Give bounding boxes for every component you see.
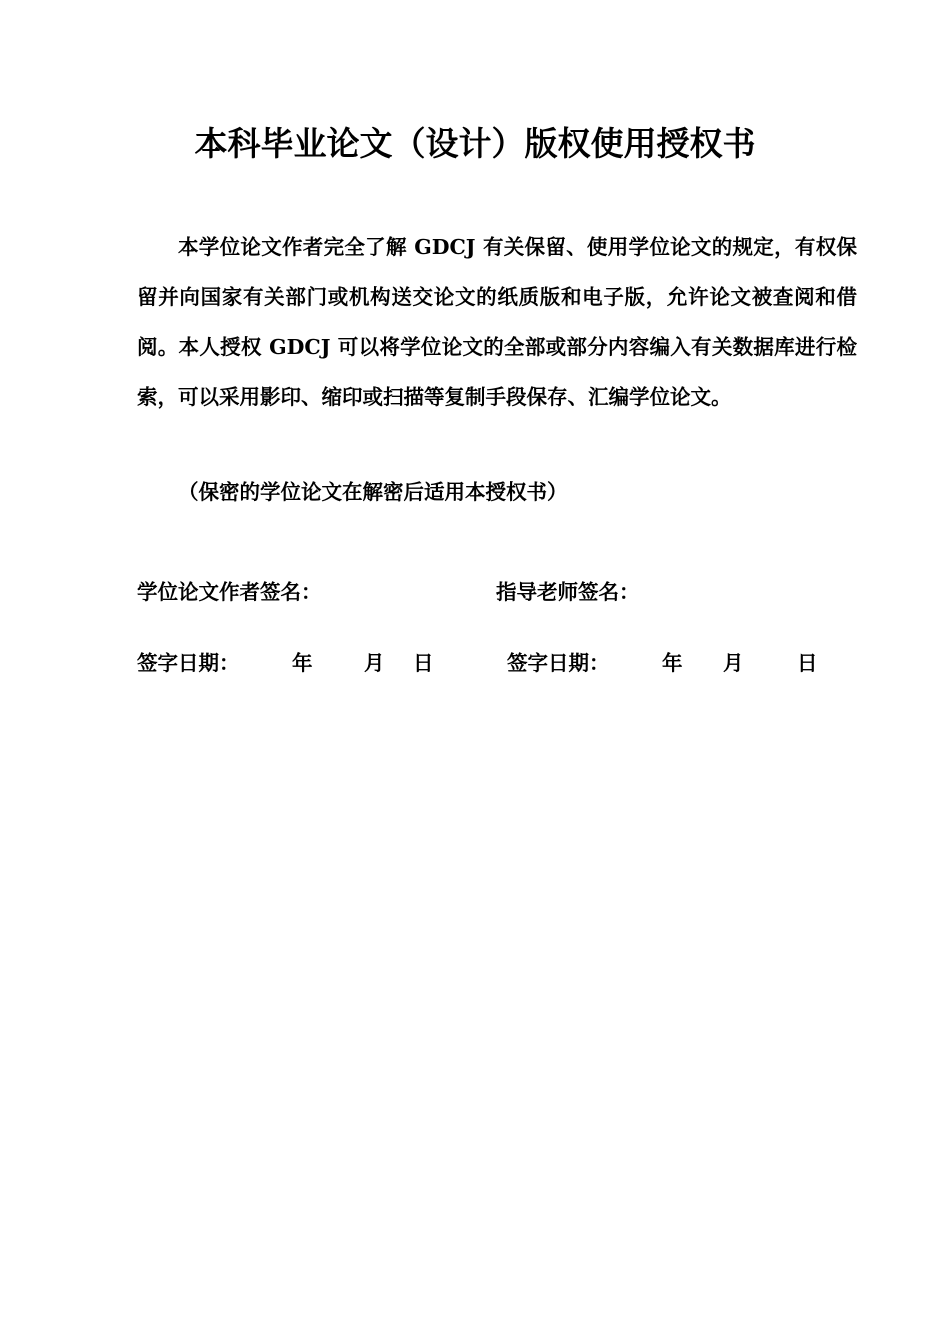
author-date-month: 月 [364, 651, 385, 675]
advisor-date-month: 月 [723, 651, 744, 675]
advisor-date-label: 签字日期： [507, 651, 610, 675]
advisor-date-day: 日 [797, 651, 818, 675]
authorization-paragraph: 本学位论文作者完全了解 GDCJ 有关保留、使用学位论文的规定，有权保留并向国家有关部门或机构送交论文的纸质版和电子版，允许论文被查阅和借阅。本人授权 GDCJ 可以将学位论文的全部或部分内容编入有关数据库进行检索，可以采用影印、缩印或扫描等复制手段保存、汇编学位论文。 [137, 235, 857, 409]
author-date-day: 日 [413, 651, 434, 675]
advisor-signature-label: 指导老师签名： [496, 580, 640, 604]
confidential-note: （保密的学位论文在解密后适用本授权书） [178, 480, 568, 504]
date-row [137, 638, 857, 688]
page-title: 本科毕业论文（设计）版权使用授权书 [194, 124, 756, 163]
author-date-year: 年 [292, 651, 313, 675]
author-signature-label: 学位论文作者签名： [137, 580, 322, 604]
advisor-date-year: 年 [662, 651, 683, 675]
signature-row [137, 567, 857, 617]
author-date-label: 签字日期： [137, 651, 240, 675]
